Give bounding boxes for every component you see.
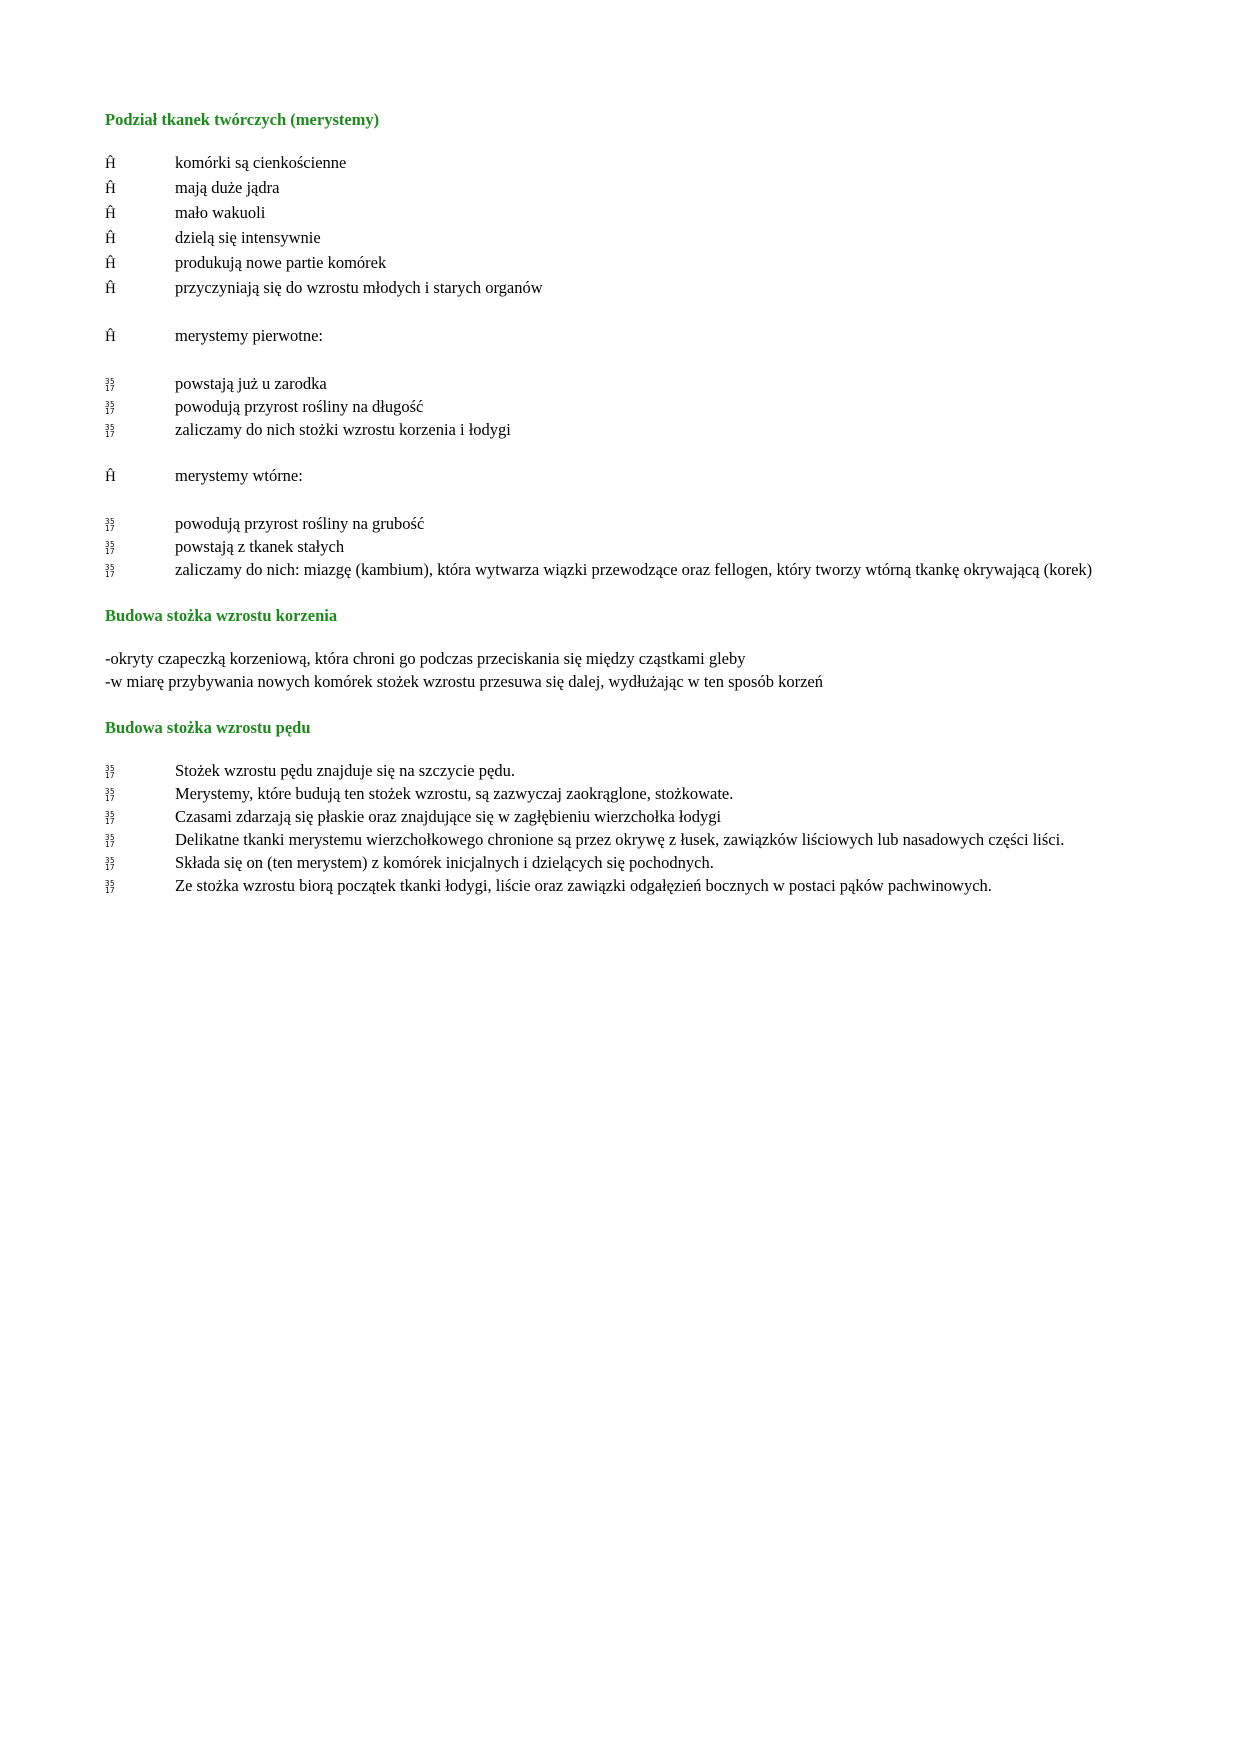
list-item: [105, 805, 1135, 828]
list-item: [105, 782, 1135, 805]
section-heading-podzial-tkanek: Podział tkanek twórczych (merystemy): [105, 110, 380, 129]
missing-glyph-marker-icon: 35 17: [105, 539, 116, 556]
list-item-text: mają duże jądra: [175, 178, 280, 197]
section-heading-budowa-stozka-korzenia: Budowa stożka wzrostu korzenia: [105, 606, 338, 625]
list-item-text: powodują przyrost rośliny na grubość: [175, 514, 425, 533]
list-item: [105, 874, 1135, 897]
list-item-text: produkują nowe partie komórek: [175, 253, 387, 272]
list-item-text: powstają już u zarodka: [175, 374, 327, 393]
missing-glyph-marker-icon: 35 17: [105, 809, 116, 826]
missing-glyph-marker-icon: 35 17: [105, 399, 116, 416]
list-item-text: przyczyniają się do wzrostu młodych i starych organów: [175, 278, 543, 297]
bullet-marker-icon: Ĥ: [105, 256, 116, 272]
missing-glyph-marker-icon: 35 17: [105, 562, 116, 579]
list-item: [105, 464, 1135, 489]
subheading-merystemy-wtorne: [105, 464, 1135, 489]
bullet-list-stozek-pedu: [105, 759, 1135, 897]
list-item: [105, 151, 1135, 176]
list-item-text: Czasami zdarzają się płaskie oraz znajdujące się w zagłębieniu wierzchołka łodygi: [175, 807, 722, 826]
list-item: [105, 828, 1135, 851]
bullet-marker-icon: Ĥ: [105, 156, 116, 172]
list-item-text: zaliczamy do nich: miazgę (kambium), która wytwarza wiązki przewodzące oraz fellogen, który tworzy wtórną tkankę okrywającą (korek): [175, 560, 1093, 579]
list-item: [105, 558, 1135, 581]
paragraph-budowa-korzenia: [105, 647, 1135, 693]
missing-glyph-marker-icon: 35 17: [105, 786, 116, 803]
missing-glyph-marker-icon: 35 17: [105, 516, 116, 533]
missing-glyph-marker-icon: 35 17: [105, 376, 116, 393]
list-item-text: zaliczamy do nich stożki wzrostu korzenia i łodygi: [175, 420, 511, 439]
list-item: [105, 395, 1135, 418]
paragraph-line: -okryty czapeczką korzeniową, która chroni go podczas przeciskania się między cząstkami gleby: [105, 649, 746, 668]
list-item-text: komórki są cienkościenne: [175, 153, 347, 172]
missing-glyph-marker-icon: 35 17: [105, 832, 116, 849]
list-item-text: Składa się on (ten merystem) z komórek inicjalnych i dzielących się pochodnych.: [175, 853, 714, 872]
bullet-marker-icon: Ĥ: [105, 231, 116, 247]
list-item: [105, 512, 1135, 535]
bullet-list-cell-properties: [105, 151, 1135, 301]
list-item-text: powodują przyrost rośliny na długość: [175, 397, 424, 416]
list-item-text: Stożek wzrostu pędu znajduje się na szczycie pędu.: [175, 761, 515, 780]
paragraph-line: -w miarę przybywania nowych komórek stożek wzrostu przesuwa się dalej, wydłużając w ten sposób korzeń: [105, 672, 823, 691]
list-item-text: merystemy pierwotne:: [175, 326, 324, 345]
list-item: [105, 201, 1135, 226]
list-item: [105, 372, 1135, 395]
list-item-text: powstają z tkanek stałych: [175, 537, 345, 556]
bullet-marker-icon: Ĥ: [105, 206, 116, 222]
section-heading-budowa-stozka-pedu: Budowa stożka wzrostu pędu: [105, 718, 311, 737]
list-item: [105, 276, 1135, 301]
list-item: [105, 759, 1135, 782]
bullet-marker-icon: Ĥ: [105, 281, 116, 297]
bullet-marker-icon: Ĥ: [105, 329, 116, 345]
list-item-text: Merystemy, które budują ten stożek wzrostu, są zazwyczaj zaokrąglone, stożkowate.: [175, 784, 734, 803]
missing-glyph-marker-icon: 35 17: [105, 422, 116, 439]
list-item-text: dzielą się intensywnie: [175, 228, 321, 247]
list-item: [105, 418, 1135, 441]
list-item: [105, 851, 1135, 874]
list-item: [105, 226, 1135, 251]
subheading-merystemy-pierwotne: [105, 324, 1135, 349]
list-item: [105, 251, 1135, 276]
missing-glyph-marker-icon: 35 17: [105, 763, 116, 780]
list-item-text: mało wakuoli: [175, 203, 266, 222]
bullet-list-merystemy-wtorne: [105, 512, 1135, 581]
list-item: [105, 535, 1135, 558]
missing-glyph-marker-icon: 35 17: [105, 855, 116, 872]
bullet-list-merystemy-pierwotne: [105, 372, 1135, 441]
list-item-text: merystemy wtórne:: [175, 466, 303, 485]
missing-glyph-marker-icon: 35 17: [105, 878, 116, 895]
bullet-marker-icon: Ĥ: [105, 469, 116, 485]
list-item: [105, 176, 1135, 201]
list-item: [105, 324, 1135, 349]
list-item-text: Delikatne tkanki merystemu wierzchołkowego chronione są przez okrywę z łusek, zawiązków liściowych lub nasadowych części liści.: [175, 830, 1065, 849]
list-item-text: Ze stożka wzrostu biorą początek tkanki łodygi, liście oraz zawiązki odgałęzień bocznych w postaci pąków pachwinowych.: [175, 876, 992, 895]
bullet-marker-icon: Ĥ: [105, 181, 116, 197]
